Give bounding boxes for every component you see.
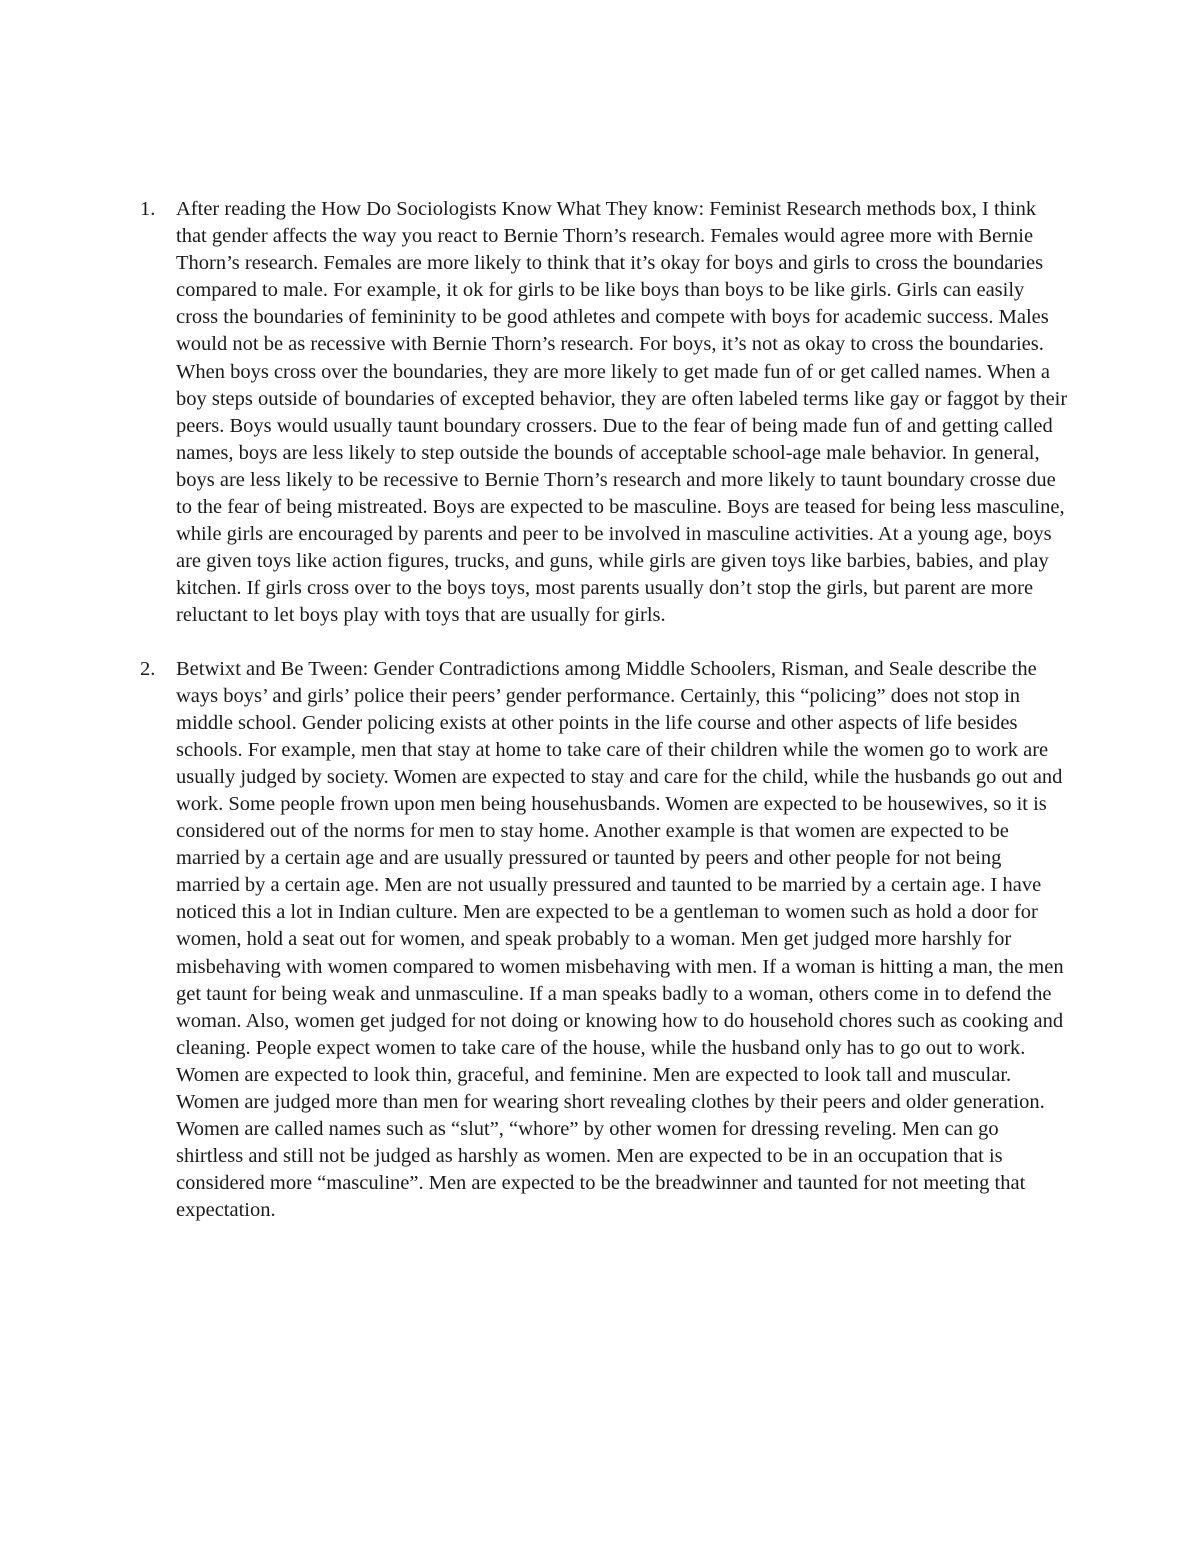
list-item-number: 2. [140,657,156,680]
list-item-text: After reading the How Do Sociologists Know What They know: Feminist Research methods box, I think that gender affects the way you react to Bernie Thorn’s research. Females would agree more with Bernie Thorn’s research. Females are more likely to think that it’s okay for boys and girls to cross the boundaries compared to male. For example, it ok for girls to be like boys than boys to be like girls. Girls can easily cross the boundaries of femininity to be good athletes and compete with boys for academic success. Males would not be as recessive with Bernie Thorn’s research. For boys, it’s not as okay to cross the boundaries. When boys cross over the boundaries, they are more likely to get made fun of or get called names. When a boy steps outside of boundaries of excepted behavior, they are often labeled terms like gay or faggot by their peers. Boys would usually taunt boundary crossers. Due to the fear of being made fun of and getting called names, boys are less likely to step outside the bounds of acceptable school-age male behavior. In general, boys are less likely to be recessive to Bernie Thorn’s research and more likely to taunt boundary crosse due to the fear of being mistreated. Boys are expected to be masculine. Boys are teased for being less masculine, while girls are encouraged by parents and peer to be involved in masculine activities. At a young age, boys are given toys like action figures, trucks, and guns, while girls are given toys like barbies, babies, and play kitchen. If girls cross over to the boys toys, most parents usually don’t stop the girls, but parent are more reluctant to let boys play with toys that are usually for girls. [176,198,1068,627]
list-item [140,656,1070,1225]
list-item [140,196,1070,630]
numbered-list [140,196,1070,1250]
list-item-number: 1. [140,198,156,220]
list-item-text: Betwixt and Be Tween: Gender Contradictions among Middle Schoolers, Risman, and Seale describe the ways boys’ and girls’ police their peers’ gender performance. Certainly, this “policing” does not stop in middle school. Gender policing exists at other points in the life course and other aspects of life besides schools. For example, men that stay at home to take care of their children while the women go to work are usually judged by society. Women are expected to stay and care for the child, while the husbands go out and work. Some people frown upon men being househusbands. Women are expected to be housewives, so it is considered out of the norms for men to stay home. Another example is that women are expected to be married by a certain age and are usually pressured or taunted by peers and other people for not being married by a certain age. Men are not usually pressured and taunted to be married by a certain age. I have noticed this a lot in Indian culture. Men are expected to be a gentleman to women such as hold a door for women, hold a seat out for women, and speak probably to a woman. Men get judged more harshly for misbehaving with women compared to women misbehaving with men. If a woman is hitting a man, the men get taunt for being weak and unmasculine. If a man speaks badly to a woman, others come in to defend the woman. Also, women get judged for not doing or knowing how to do household chores such as cooking and cleaning. People expect women to take care of the house, while the husband only has to go out to work. Women are expected to look thin, graceful, and feminine. Men are expected to look tall and muscular. Women are judged more than men for wearing short revealing clothes by their peers and older generation. Women are called names such as “slut”, “whore” by other women for dressing reveling. Men can go shirtless and still not be judged as harshly as women. Men are expected to be in an occupation that is considered more “masculine”. Men are expected to be the breadwinner and taunted for not meeting that expectation. [176,657,1064,1222]
